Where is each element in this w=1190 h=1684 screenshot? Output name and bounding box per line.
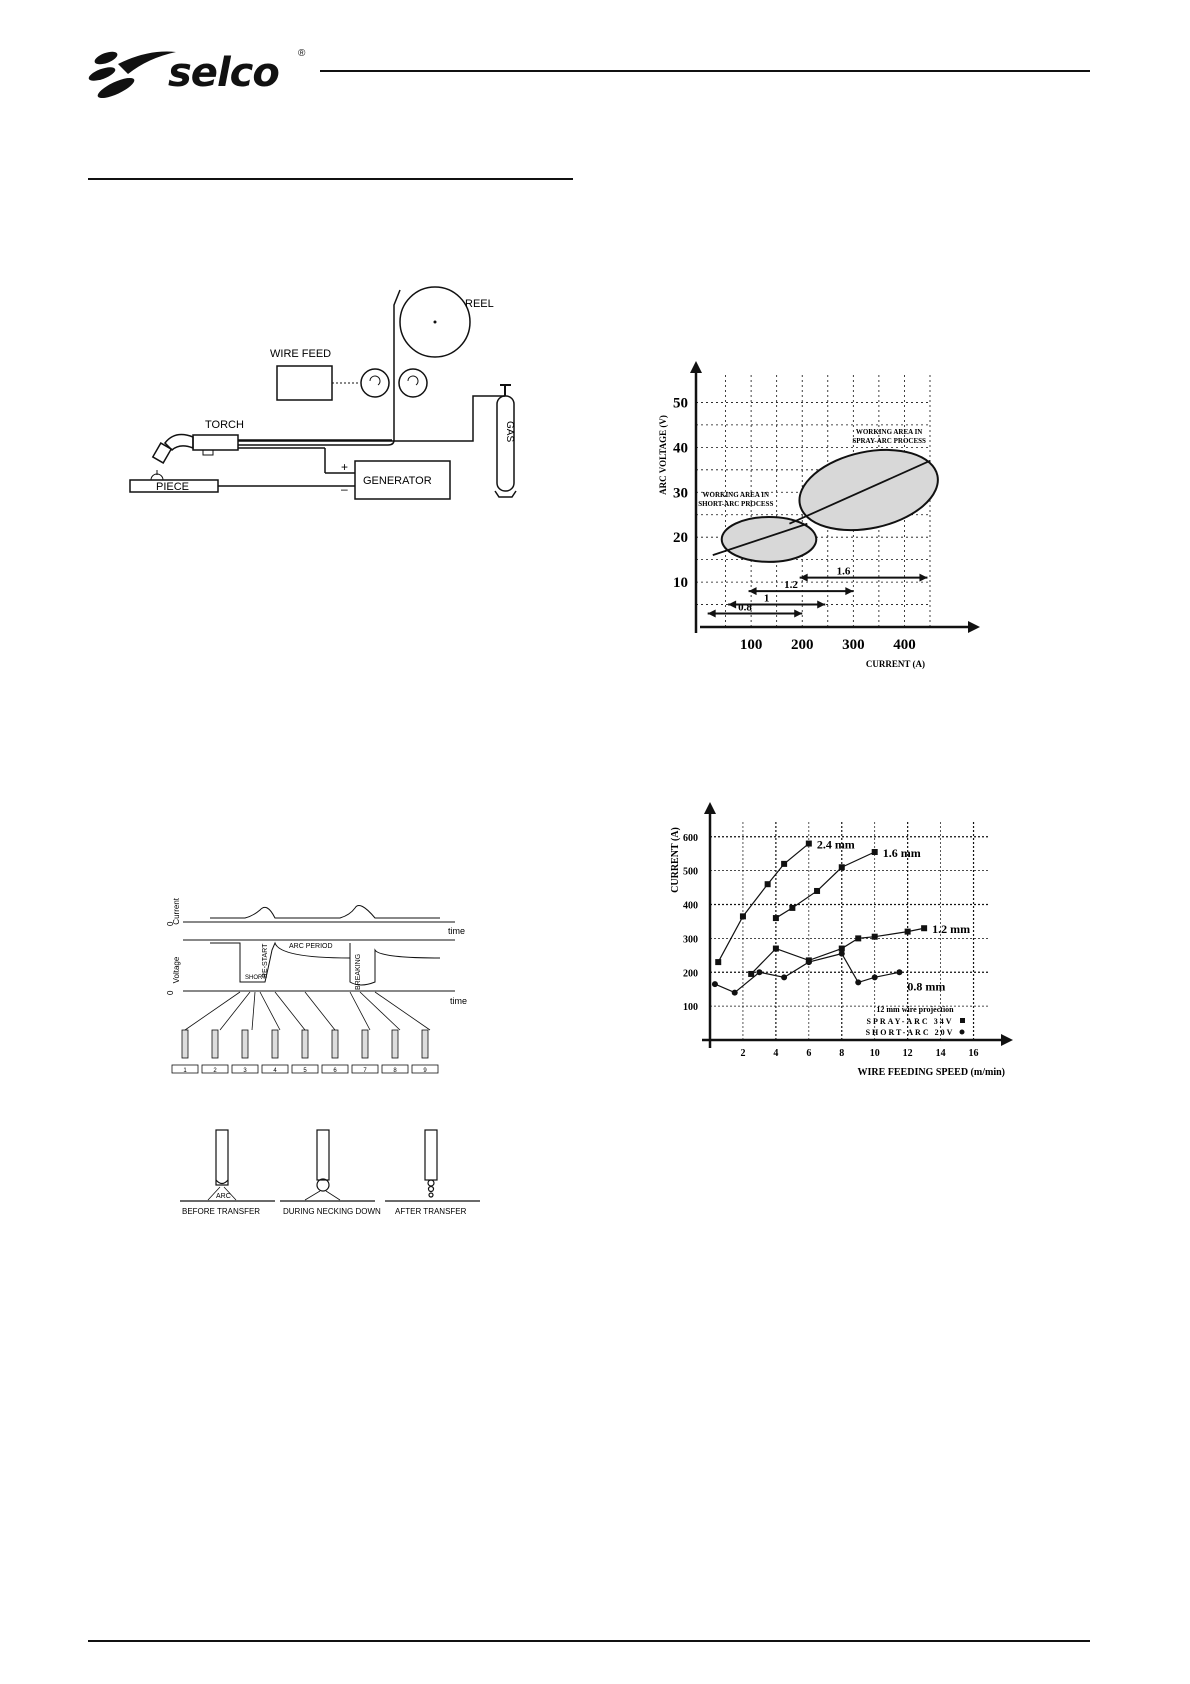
section-rule — [88, 178, 573, 180]
piece-label: PIECE — [156, 481, 190, 493]
data-point — [921, 925, 927, 931]
torch-body — [193, 435, 238, 450]
y-axis-label: ARC VOLTAGE (V) — [658, 415, 668, 495]
step-number: 5 — [303, 1068, 307, 1074]
mig-setup-diagram — [120, 285, 530, 515]
header-rule — [320, 70, 1090, 72]
electrode-icon — [242, 1030, 248, 1058]
x-tick-label: 100 — [739, 637, 763, 653]
droplet-transfer-diagram — [180, 1125, 490, 1225]
step-number: 9 — [423, 1068, 427, 1074]
x-tick-label: 12 — [902, 1048, 913, 1059]
wire-range-label: 0.8 — [738, 601, 752, 614]
data-point — [839, 951, 845, 957]
logo-swoosh-icon — [88, 44, 178, 100]
electrode-icon — [392, 1030, 398, 1058]
before-transfer-label: BEFORE TRANSFER — [182, 1207, 261, 1216]
x-tick-label: 10 — [869, 1048, 880, 1059]
arc-period-label: ARC PERIOD — [289, 943, 333, 950]
feed-roller-icon — [361, 369, 389, 397]
gas-label: GAS — [504, 421, 515, 443]
brand-registered: ® — [298, 48, 306, 59]
x-arrow-icon — [968, 621, 980, 633]
arrow-left-icon — [749, 587, 757, 595]
x-tick-label: 200 — [790, 637, 814, 653]
electrode-icon — [212, 1030, 218, 1058]
series-label: 0.8 mm — [907, 979, 946, 994]
during-necking-label: DURING NECKING DOWN — [283, 1207, 381, 1216]
step-number: 3 — [243, 1068, 247, 1074]
short-arc-area — [722, 517, 817, 562]
x-tick-label: 8 — [839, 1048, 845, 1059]
data-point — [905, 929, 911, 935]
y-arrow-icon — [690, 361, 702, 373]
data-point — [872, 974, 878, 980]
region-label: WORKING AREA IN — [855, 427, 923, 436]
y-tick-label: 600 — [683, 832, 698, 844]
data-point — [781, 974, 787, 980]
arrow-right-icon — [845, 587, 853, 595]
wire-range-label: 1.2 — [784, 579, 798, 592]
wire-range-label: 1 — [763, 592, 770, 605]
x-tick-label: 300 — [842, 637, 865, 653]
x-tick-label: 6 — [806, 1048, 812, 1059]
step-number: 6 — [333, 1068, 337, 1074]
step-number: 1 — [183, 1068, 187, 1074]
region-label: SHORT-ARC PROCESS — [698, 499, 774, 508]
wire-feed-box — [277, 366, 332, 400]
step-number: 7 — [363, 1068, 367, 1074]
data-point — [806, 841, 812, 847]
electrode-icon — [332, 1030, 338, 1058]
x-axis-label: WIRE FEEDING SPEED (m/min) — [857, 1067, 1005, 1078]
arrow-right-icon — [817, 601, 825, 609]
step-number: 2 — [213, 1068, 217, 1074]
data-point — [814, 888, 820, 894]
x-tick-label: 2 — [740, 1048, 746, 1059]
time-label-2: time — [450, 996, 468, 1006]
logo — [88, 44, 308, 104]
series-label: 2.4 mm — [816, 837, 855, 852]
y-tick-label: 400 — [683, 900, 698, 912]
electrode-icon — [422, 1030, 428, 1058]
time-label-1: time — [448, 926, 466, 936]
zero-label-1: 0 — [166, 921, 175, 926]
data-point — [715, 959, 721, 965]
legend-square-icon — [960, 1018, 965, 1023]
y-tick-label: 100 — [683, 1002, 698, 1014]
after-transfer-label: AFTER TRANSFER — [395, 1207, 467, 1216]
brand-name: selco — [168, 50, 279, 96]
x-axis-label: CURRENT (A) — [865, 659, 925, 669]
data-point — [756, 969, 762, 975]
restart-label: RE-START — [262, 943, 269, 978]
x-tick-label: 16 — [968, 1048, 979, 1059]
data-point — [855, 979, 861, 985]
x-arrow-icon — [1001, 1034, 1013, 1046]
x-tick-label: 400 — [893, 637, 916, 653]
y-arrow-icon — [704, 802, 716, 814]
transfer-steps — [185, 992, 430, 1030]
y-axis-label: CURRENT (A) — [670, 827, 681, 893]
current-axis-label: Current — [172, 898, 181, 925]
footer-rule — [88, 1640, 1090, 1642]
data-point — [773, 915, 779, 921]
legend-circle-icon — [960, 1030, 965, 1035]
region-label: SPRAY-ARC PROCESS — [852, 436, 926, 445]
plus-label: + — [341, 460, 349, 474]
electrode-icon — [272, 1030, 278, 1058]
arc-label: ARC — [216, 1193, 231, 1200]
minus-label: – — [341, 482, 348, 496]
arrow-left-icon — [708, 610, 716, 618]
reel-label: REEL — [465, 298, 494, 310]
data-point — [740, 913, 746, 919]
arrow-right-icon — [794, 610, 802, 618]
y-tick-label: 10 — [673, 575, 688, 592]
series-label: 1.2 mm — [932, 922, 971, 937]
generator-label: GENERATOR — [363, 475, 432, 487]
y-tick-label: 500 — [683, 866, 698, 878]
step-number: 4 — [273, 1068, 277, 1074]
data-point — [806, 959, 812, 965]
voltage-axis-label: Voltage — [172, 956, 181, 984]
arrow-left-icon — [728, 601, 736, 609]
data-point — [748, 971, 754, 977]
y-tick-label: 30 — [673, 485, 688, 502]
short-arc-waveform-diagram — [165, 880, 490, 1105]
legend-label: SHORT-ARC 20V — [865, 1028, 955, 1037]
arc-voltage-chart — [658, 365, 1010, 720]
region-label: WORKING AREA IN — [702, 490, 770, 499]
x-tick-label: 4 — [773, 1048, 779, 1059]
electrode-icon — [182, 1030, 188, 1058]
wire-speed-chart — [660, 800, 1020, 1078]
torch-label: TORCH — [205, 419, 244, 431]
y-tick-label: 300 — [683, 934, 698, 946]
gas-cylinder-icon — [497, 396, 514, 491]
y-tick-label: 50 — [673, 395, 688, 412]
y-tick-label: 200 — [683, 968, 698, 980]
step-electrode-row — [172, 1030, 438, 1074]
breaking-label: BREAKING — [355, 953, 362, 990]
data-point — [732, 990, 738, 996]
data-point — [765, 881, 771, 887]
data-point — [872, 934, 878, 940]
arrow-right-icon — [919, 574, 927, 582]
data-point — [789, 905, 795, 911]
wire-feed-label: WIRE FEED — [270, 348, 332, 360]
data-point — [773, 946, 779, 952]
zero-label-2: 0 — [166, 990, 175, 995]
x-tick-label: 14 — [935, 1048, 946, 1059]
legend-label: SPRAY-ARC 34V — [866, 1017, 954, 1026]
wire-range-label: 1.6 — [836, 565, 851, 578]
series-label: 1.6 mm — [882, 846, 921, 861]
y-tick-label: 20 — [673, 530, 688, 547]
legend-title: 12 mm wire projection — [876, 1005, 954, 1014]
spray-arc-area — [792, 438, 945, 542]
arrow-left-icon — [800, 574, 808, 582]
y-tick-label: 40 — [673, 440, 688, 457]
data-point — [855, 935, 861, 941]
data-point — [712, 981, 718, 987]
short-label: SHORT — [245, 975, 266, 981]
data-point — [896, 969, 902, 975]
data-point — [839, 864, 845, 870]
data-point — [781, 861, 787, 867]
data-point — [872, 849, 878, 855]
feed-roller-icon — [399, 369, 427, 397]
electrode-icon — [302, 1030, 308, 1058]
series-line — [718, 844, 809, 963]
electrode-icon — [362, 1030, 368, 1058]
step-number: 8 — [393, 1068, 397, 1074]
